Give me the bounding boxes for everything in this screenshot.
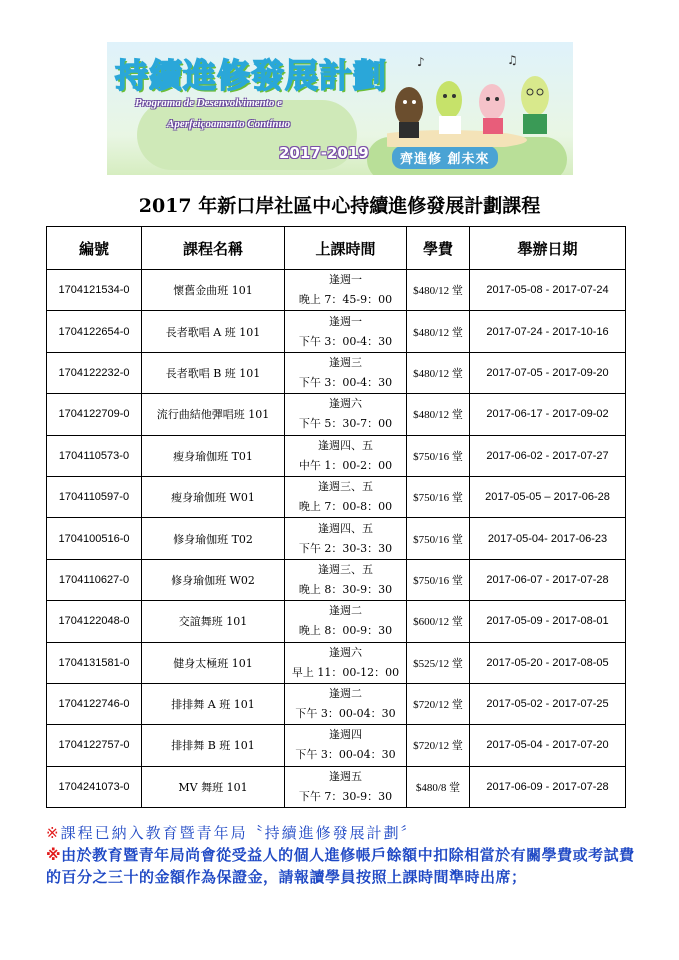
course-dates: 2017-05-09 - 2017-08-01 <box>470 601 626 642</box>
table-row <box>47 352 626 393</box>
course-day: 逢週五 <box>329 769 362 783</box>
course-dates: 2017-07-05 - 2017-09-20 <box>470 352 626 393</box>
header-dates: 舉辦日期 <box>470 227 626 270</box>
course-hours: 晚上 7：45-9：00 <box>298 293 393 307</box>
course-name: MV 舞班 101 <box>142 766 285 807</box>
banner-title-portuguese-line2: Aperfeiçoamento Contínuo <box>167 118 291 130</box>
course-hours: 晚上 8：00-9：30 <box>298 624 393 638</box>
course-day: 逢週二 <box>329 687 362 701</box>
course-time <box>285 725 407 766</box>
course-code: 1704110597-0 <box>47 476 142 517</box>
course-dates: 2017-06-09 - 2017-07-28 <box>470 766 626 807</box>
note-program-inclusion <box>46 822 418 843</box>
banner-title-chinese: 持續進修發展計劃 <box>115 56 387 95</box>
course-fee: $720/12 堂 <box>407 725 470 766</box>
table-row <box>47 270 626 311</box>
course-time <box>285 518 407 559</box>
program-banner <box>107 42 573 175</box>
course-hours: 下午 2：30-3：30 <box>298 541 393 555</box>
table-row <box>47 559 626 600</box>
course-code: 1704122048-0 <box>47 601 142 642</box>
header-fee: 學費 <box>407 227 470 270</box>
course-fee: $480/12 堂 <box>407 394 470 435</box>
course-dates: 2017-05-20 - 2017-08-05 <box>470 642 626 683</box>
course-name: 交誼舞班 101 <box>142 601 285 642</box>
course-hours: 下午 3：00-4：30 <box>298 375 393 389</box>
course-time <box>285 766 407 807</box>
course-dates: 2017-05-08 - 2017-07-24 <box>470 270 626 311</box>
table-row <box>47 766 626 807</box>
note-text: 由於教育暨青年局尚會從受益人的個人進修帳戶餘額中扣除相當於有關學費或考試費的百分之三十的金額作為保證金，請報讀學員按照上課時間準時出席； <box>46 846 635 886</box>
table-row <box>47 394 626 435</box>
course-hours: 下午 3：00-4：30 <box>298 334 393 348</box>
course-code: 1704122746-0 <box>47 683 142 724</box>
course-hours: 下午 3：00-04：30 <box>295 748 396 762</box>
course-code: 1704100516-0 <box>47 518 142 559</box>
course-fee: $480/12 堂 <box>407 352 470 393</box>
course-name: 修身瑜伽班 W02 <box>142 559 285 600</box>
course-code: 1704110573-0 <box>47 435 142 476</box>
course-code: 1704110627-0 <box>47 559 142 600</box>
svg-text:♫: ♫ <box>507 53 518 67</box>
table-row <box>47 725 626 766</box>
course-name: 修身瑜伽班 T02 <box>142 518 285 559</box>
course-dates: 2017-05-02 - 2017-07-25 <box>470 683 626 724</box>
svg-text:♪: ♪ <box>417 55 425 69</box>
course-fee: $750/16 堂 <box>407 476 470 517</box>
banner-years: 2017-2019 <box>279 144 369 162</box>
course-code: 1704241073-0 <box>47 766 142 807</box>
course-dates: 2017-06-07 - 2017-07-28 <box>470 559 626 600</box>
table-row <box>47 518 626 559</box>
course-code: 1704121534-0 <box>47 270 142 311</box>
course-time <box>285 476 407 517</box>
course-time <box>285 352 407 393</box>
course-code: 1704122654-0 <box>47 311 142 352</box>
course-time <box>285 683 407 724</box>
course-name: 長者歌唱 A 班 101 <box>142 311 285 352</box>
note-deposit-policy <box>46 844 636 888</box>
table-row <box>47 476 626 517</box>
course-day: 逢週四、五 <box>318 438 373 452</box>
header-course-name: 課程名稱 <box>142 227 285 270</box>
table-row <box>47 642 626 683</box>
course-day: 逢週一 <box>329 273 362 287</box>
course-name: 長者歌唱 B 班 101 <box>142 352 285 393</box>
course-dates: 2017-05-04- 2017-06-23 <box>470 518 626 559</box>
course-name: 排排舞 B 班 101 <box>142 725 285 766</box>
course-day: 逢週三、五 <box>318 562 373 576</box>
note-text: 課程已納入教育暨青年局〝持續進修發展計劃〞 <box>60 824 418 842</box>
course-time <box>285 642 407 683</box>
table-row <box>47 683 626 724</box>
course-fee: $720/12 堂 <box>407 683 470 724</box>
table-row <box>47 311 626 352</box>
course-day: 逢週三 <box>329 355 362 369</box>
course-fee: $750/16 堂 <box>407 559 470 600</box>
course-time <box>285 394 407 435</box>
course-name: 流行曲結他彈唱班 101 <box>142 394 285 435</box>
course-fee: $480/12 堂 <box>407 270 470 311</box>
course-hours: 下午 7：30-9：30 <box>298 789 393 803</box>
course-dates: 2017-05-04 - 2017-07-20 <box>470 725 626 766</box>
banner-mascots-illustration <box>387 52 567 147</box>
course-name: 健身太極班 101 <box>142 642 285 683</box>
course-time <box>285 311 407 352</box>
note-mark: ※ <box>46 824 61 842</box>
course-dates: 2017-06-17 - 2017-09-02 <box>470 394 626 435</box>
course-table <box>46 226 626 808</box>
course-time <box>285 270 407 311</box>
note-mark: ※ <box>46 846 62 864</box>
course-hours: 下午 5：30-7：00 <box>298 417 393 431</box>
course-code: 1704122757-0 <box>47 725 142 766</box>
header-class-time: 上課時間 <box>285 227 407 270</box>
table-row <box>47 435 626 476</box>
course-fee: $480/8 堂 <box>407 766 470 807</box>
course-fee: $480/12 堂 <box>407 311 470 352</box>
banner-title-portuguese-line1: Programa de Desenvolvimento e <box>135 97 282 109</box>
course-day: 逢週二 <box>329 604 362 618</box>
course-day: 逢週六 <box>329 397 362 411</box>
course-fee: $750/16 堂 <box>407 518 470 559</box>
banner-slogan: 齊進修 創未來 <box>392 146 498 169</box>
course-time <box>285 435 407 476</box>
course-day: 逢週四、五 <box>318 521 373 535</box>
course-dates: 2017-05-05 – 2017-06-28 <box>470 476 626 517</box>
course-name: 瘦身瑜伽班 W01 <box>142 476 285 517</box>
course-code: 1704131581-0 <box>47 642 142 683</box>
course-code: 1704122709-0 <box>47 394 142 435</box>
table-header-row <box>47 227 626 270</box>
course-day: 逢週三、五 <box>318 480 373 494</box>
course-dates: 2017-06-02 - 2017-07-27 <box>470 435 626 476</box>
course-name: 懷舊金曲班 101 <box>142 270 285 311</box>
course-hours: 晚上 8：30-9：30 <box>298 582 393 596</box>
course-code: 1704122232-0 <box>47 352 142 393</box>
course-hours: 早上 11：00-12：00 <box>291 665 400 679</box>
course-name: 排排舞 A 班 101 <box>142 683 285 724</box>
header-code: 編號 <box>47 227 142 270</box>
table-row <box>47 601 626 642</box>
course-time <box>285 601 407 642</box>
course-hours: 下午 3：00-04：30 <box>295 707 396 721</box>
course-fee: $525/12 堂 <box>407 642 470 683</box>
course-time <box>285 559 407 600</box>
course-hours: 中午 1：00-2：00 <box>298 458 393 472</box>
course-fee: $750/16 堂 <box>407 435 470 476</box>
course-day: 逢週六 <box>329 645 362 659</box>
course-name: 瘦身瑜伽班 T01 <box>142 435 285 476</box>
course-fee: $600/12 堂 <box>407 601 470 642</box>
page-heading: 2017 年新口岸社區中心持續進修發展計劃課程 <box>138 195 541 217</box>
course-dates: 2017-07-24 - 2017-10-16 <box>470 311 626 352</box>
course-day: 逢週一 <box>329 314 362 328</box>
course-day: 逢週四 <box>329 728 362 742</box>
course-hours: 晚上 7：00-8：00 <box>298 500 393 514</box>
